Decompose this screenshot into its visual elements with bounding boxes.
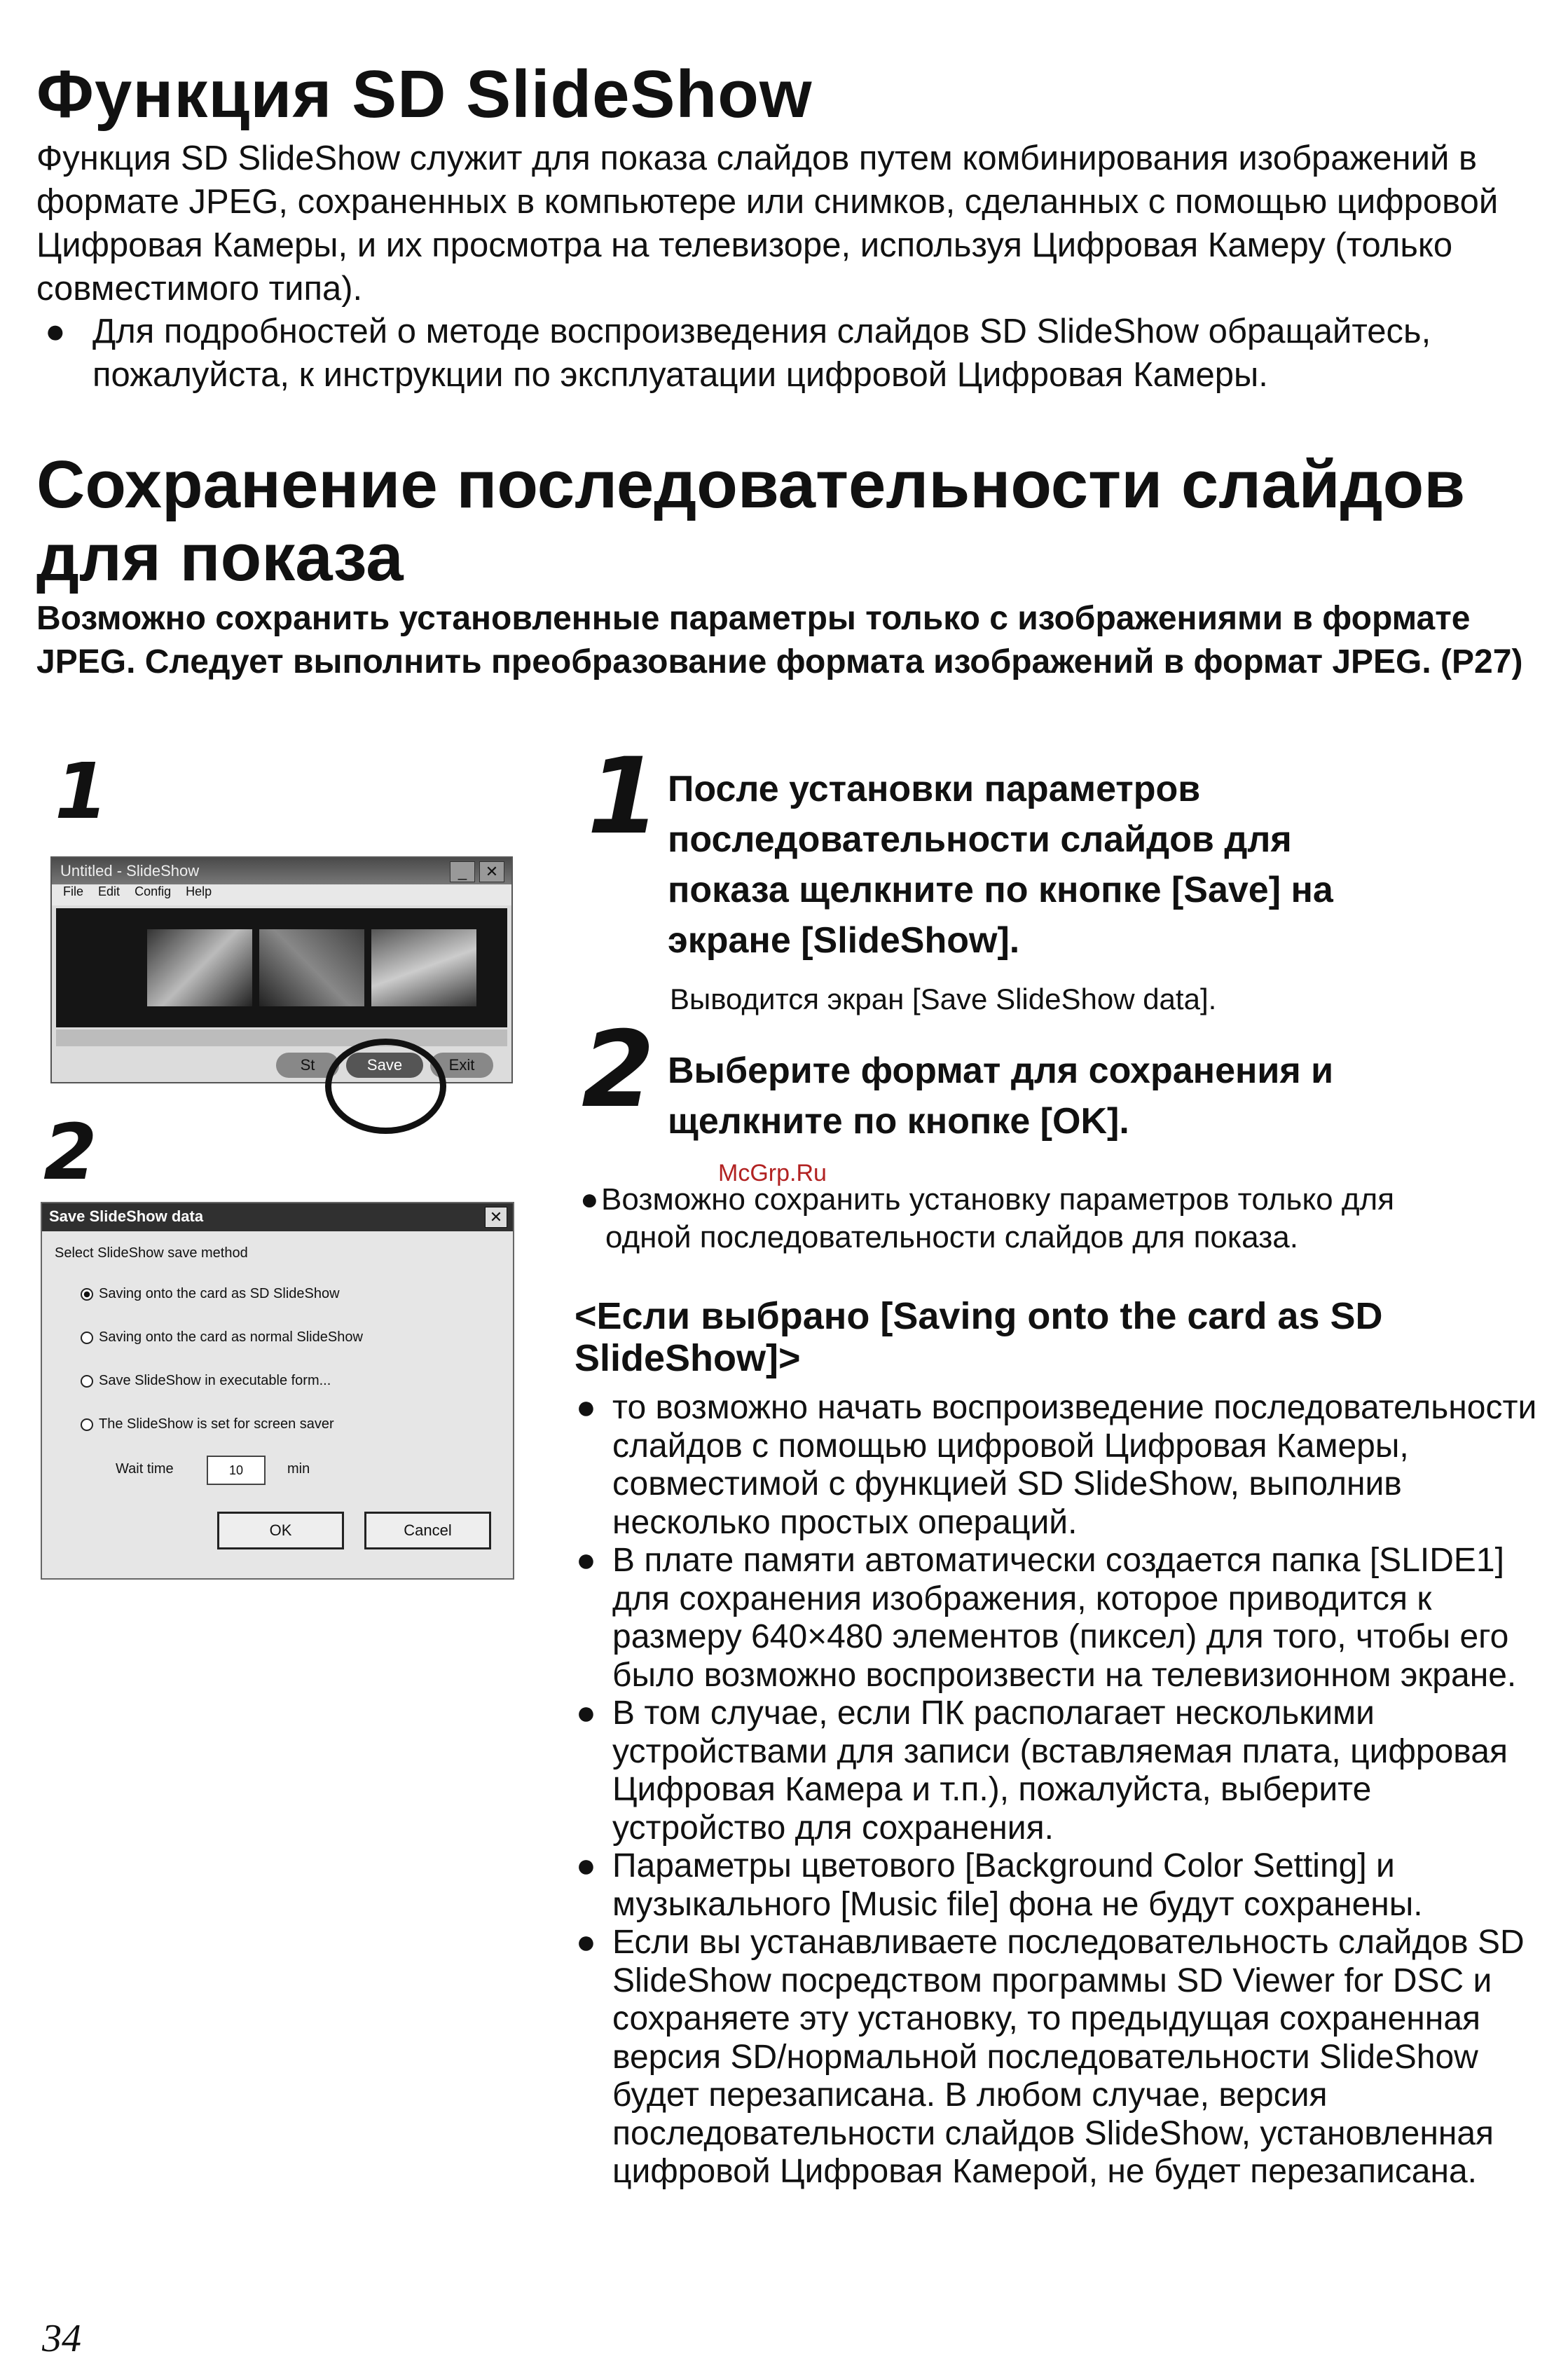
thumbnail-image[interactable]	[147, 929, 252, 1006]
subsection-heading-line: <Если выбрано [Saving onto the card as SD	[575, 1295, 1383, 1337]
bullet-dot-icon: ●	[576, 1542, 596, 1579]
bullet-dot-icon: ●	[576, 1389, 596, 1426]
note-line: одной последовательности слайдов для показа.	[605, 1220, 1298, 1254]
step-1-subtext: Выводится экран [Save SlideShow data].	[670, 983, 1217, 1015]
step-1-line: экране [SlideShow].	[668, 920, 1020, 961]
bullet-dot-icon: ●	[580, 1182, 599, 1217]
window-titlebar	[52, 858, 511, 884]
radio-icon[interactable]	[81, 1375, 93, 1388]
option-normal-slideshow[interactable]	[81, 1329, 363, 1346]
ok-button[interactable]: OK	[217, 1512, 344, 1549]
intro-paragraph: Функция SD SlideShow служит для показа слайдов путем комбинирования изображений в формате JPEG, сохраненных в компьютере или снимков, сделанных с помощью цифровой Цифровая Камеры, и их просмотра на телевизоре, используя Цифровая Камеру (только совместимого типа).	[36, 139, 1499, 308]
close-button[interactable]: ✕	[479, 861, 504, 882]
step-1-number: 1	[587, 736, 661, 858]
slideshow-window-screenshot	[50, 856, 513, 1083]
start-button[interactable]: St	[276, 1053, 339, 1078]
list-item	[576, 1542, 1550, 1695]
bullet-dot-icon: ●	[576, 1924, 596, 1961]
save-button[interactable]: Save	[346, 1053, 423, 1078]
list-item	[576, 1389, 1550, 1542]
radio-icon[interactable]	[81, 1332, 93, 1344]
list-item	[576, 1924, 1550, 2191]
step-2-note	[580, 1181, 1547, 1257]
step-1-line: После установки параметров	[668, 769, 1201, 809]
list-item-text: В плате памяти автоматически создается папка [SLIDE1] для сохранения изображения, которое приводится к размеру 640×480 элементов (пиксел) для того, чтобы его было возможно воспроизвести на телевизионном экране.	[612, 1542, 1517, 1694]
figure-1-number: 1	[55, 746, 109, 836]
option-label: Saving onto the card as SD SlideShow	[99, 1286, 340, 1301]
bullet-dot-icon: ●	[576, 1847, 596, 1884]
thumbnail-image[interactable]	[371, 929, 476, 1006]
cancel-button[interactable]: Cancel	[364, 1512, 491, 1549]
option-executable[interactable]	[81, 1373, 331, 1389]
section2-title	[36, 449, 1543, 594]
step-1-line: последовательности слайдов для	[668, 819, 1292, 860]
window-title: Untitled - SlideShow	[60, 862, 200, 880]
highlight-circle	[325, 1039, 446, 1134]
radio-selected-icon[interactable]	[81, 1288, 93, 1301]
note-line: Возможно сохранить установку параметров только для	[601, 1182, 1395, 1217]
menu-bar	[52, 884, 511, 905]
bullet-dot-icon: ●	[45, 313, 66, 350]
exit-button[interactable]: Exit	[430, 1053, 493, 1078]
menu-file[interactable]: File	[63, 884, 84, 898]
thumbnail-image[interactable]	[259, 929, 364, 1006]
save-dialog-screenshot	[41, 1202, 514, 1580]
list-item-text: Если вы устанавливаете последовательность слайдов SD SlideShow посредством программы SD Viewer for DSC и сохраняете эту установку, то предыдущая сохраненная версия SD/нормальной последовательности SlideShow будет перезаписана. В любом случае, версия последовательности слайдов SlideShow, установленная цифровой Цифровая Камерой, не будет перезаписана.	[612, 1924, 1525, 2190]
list-item	[576, 1847, 1550, 1924]
intro-bullet	[36, 310, 1508, 397]
section2-lead: Возможно сохранить установленные параметры только с изображениями в формате JPEG. Следует выполнить преобразование формата изображений в формат JPEG. (P27)	[36, 600, 1523, 680]
section2-title-line2: для показа	[36, 520, 404, 595]
list-item-text: В том случае, если ПК располагает несколькими устройствами для записи (вставляемая плата, цифровая Цифровая Камера и т.п.), пожалуйста, выберите устройство для сохранения.	[612, 1695, 1508, 1847]
section2-title-line1: Сохранение последовательности слайдов	[36, 447, 1466, 522]
radio-icon[interactable]	[81, 1418, 93, 1431]
option-screen-saver[interactable]	[81, 1416, 334, 1432]
menu-help[interactable]: Help	[186, 884, 212, 898]
horizontal-scrollbar[interactable]	[56, 1029, 507, 1046]
dialog-titlebar	[42, 1203, 513, 1231]
menu-edit[interactable]: Edit	[98, 884, 121, 898]
step-1-text	[668, 764, 1543, 966]
subsection-heading	[575, 1295, 1555, 1379]
subsection-bullet-list	[576, 1389, 1550, 2191]
watermark: McGrp.Ru	[718, 1160, 827, 1186]
wait-time-unit: min	[287, 1461, 310, 1477]
list-item-text: то возможно начать воспроизведение последовательности слайдов с помощью цифровой Цифровая Камеры, совместимой с функцией SD SlideShow, выполнив несколько простых операций.	[612, 1389, 1537, 1541]
wait-time-label: Wait time	[116, 1461, 174, 1477]
step-2-text	[668, 1046, 1543, 1147]
option-sd-slideshow[interactable]	[81, 1286, 340, 1302]
save-method-label: Select SlideShow save method	[55, 1245, 248, 1261]
list-item-text: Параметры цветового [Background Color Setting] и музыкального [Music file] фона не будут сохранены.	[612, 1847, 1423, 1923]
page-number: 34	[42, 2317, 81, 2360]
section-title: Функция SD SlideShow	[36, 57, 813, 132]
dialog-close-button[interactable]: ✕	[485, 1207, 507, 1228]
dialog-title: Save SlideShow data	[49, 1207, 204, 1225]
step-2-line: Выберите формат для сохранения и	[668, 1051, 1334, 1091]
step-1-line: показа щелкните по кнопке [Save] на	[668, 870, 1333, 910]
option-label: Saving onto the card as normal SlideShow	[99, 1329, 363, 1345]
list-item	[576, 1695, 1550, 1847]
option-label: Save SlideShow in executable form...	[99, 1373, 331, 1388]
thumbnail-strip	[56, 908, 507, 1027]
menu-config[interactable]: Config	[135, 884, 172, 898]
minimize-button[interactable]: _	[450, 861, 475, 882]
option-label: The SlideShow is set for screen saver	[99, 1416, 334, 1432]
intro-bullet-text: Для подробностей о методе воспроизведения слайдов SD SlideShow обращайтесь, пожалуйста, к инструкции по эксплуатации цифровой Цифровая Камеры.	[92, 313, 1431, 394]
subsection-heading-line: SlideShow]>	[575, 1337, 801, 1379]
wait-time-stepper[interactable]: 10	[207, 1456, 266, 1485]
step-2-line: щелкните по кнопке [OK].	[668, 1101, 1129, 1142]
figure-2-number: 2	[43, 1107, 97, 1197]
step-2-number: 2	[582, 1009, 655, 1131]
bullet-dot-icon: ●	[576, 1695, 596, 1732]
